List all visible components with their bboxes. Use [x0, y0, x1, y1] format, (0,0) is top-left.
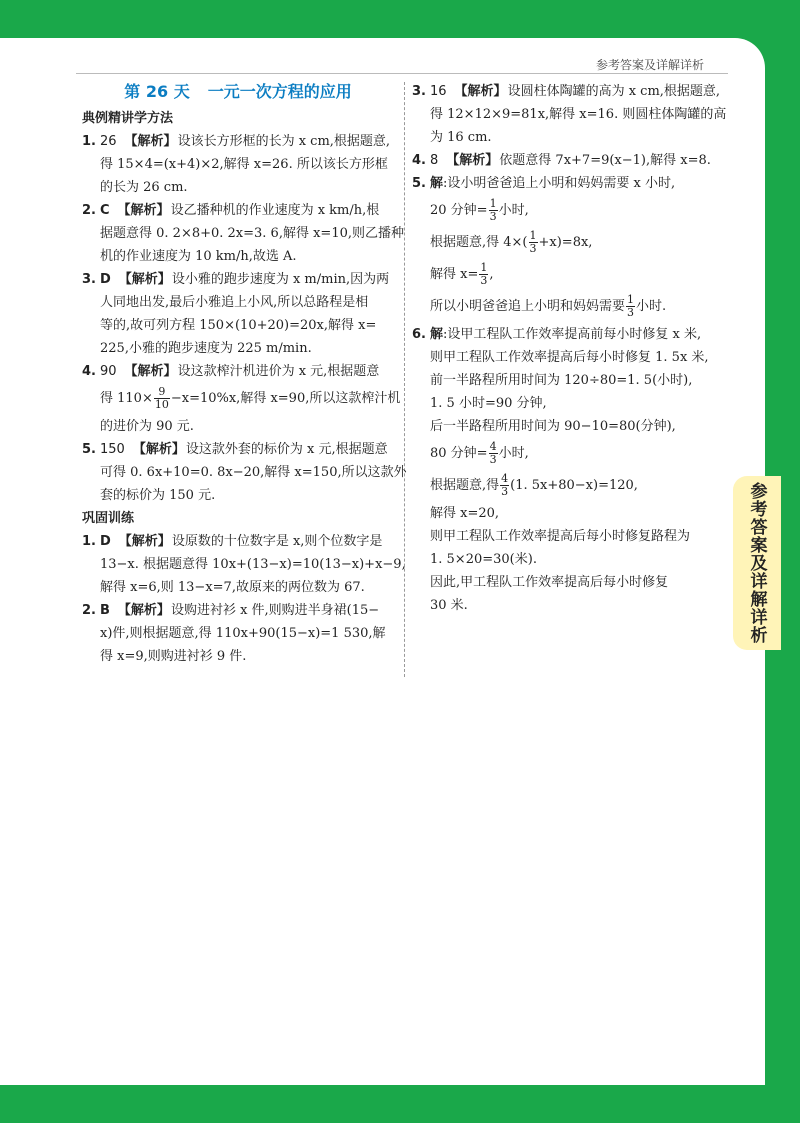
analysis-tag: 【解析】 [124, 134, 177, 149]
analysis-tag: 【解析】 [132, 442, 185, 457]
analysis-text: 可得 0. 6x+10=0. 8x−20,解得 x=150,所以这款外 [100, 465, 407, 480]
right-column [412, 80, 730, 617]
analysis-text: 设小雅的跑步速度为 x m/min,因为两 [171, 272, 390, 287]
analysis-text: 的长为 26 cm. [100, 180, 188, 195]
fraction-numerator: 1 [480, 261, 488, 274]
analysis-text: 据题意得 0. 2×8+0. 2x=3. 6,解得 x=10,则乙播种 [100, 226, 404, 241]
answer-value: 8 [430, 153, 439, 168]
answer-value: C [100, 203, 110, 218]
fraction-denominator: 10 [154, 398, 169, 411]
analysis-text: 得 x=9,则购进衬衫 9 件. [100, 649, 247, 664]
fraction [626, 294, 635, 319]
analysis-text: 设购进衬衫 x 件,则购进半身裙(15− [170, 603, 380, 618]
analysis-text: 套的标价为 150 元. [100, 488, 216, 503]
analysis-text: 13−x. 根据题意得 10x+(13−x)=10(13−x)+x−9, [100, 557, 406, 572]
analysis-text: 得 110× [100, 391, 153, 406]
solution-text: , [489, 267, 494, 282]
section-heading-examples: 典例精讲学方法 [82, 111, 174, 126]
solution-text: (1. 5x+80−x)=120, [510, 478, 638, 493]
answer-item-1 [82, 130, 394, 199]
solution-text: 20 分钟= [430, 203, 488, 218]
column-divider [404, 82, 405, 677]
fraction-denominator: 3 [627, 306, 635, 319]
answer-item-r6 [412, 323, 730, 617]
analysis-text: 设这款外套的标价为 x 元,根据题意 [185, 442, 388, 457]
item-number: 4. [82, 364, 96, 379]
fraction [489, 441, 498, 466]
item-number: 3. [82, 272, 96, 287]
analysis-text: 人同地出发,最后小雅追上小风,所以总路程是相 [100, 295, 369, 310]
answer-value: 解 [430, 176, 444, 191]
answer-item-r4 [412, 149, 730, 172]
side-tab-label: 参考答案及详解详析 [746, 482, 767, 644]
item-number: 1. [82, 134, 96, 149]
solution-text: 根据题意,得 4×( [430, 235, 528, 250]
solution-text: 30 米. [430, 598, 468, 613]
answer-value: B [100, 603, 110, 618]
solution-text: 解得 x= [430, 267, 479, 282]
solution-text: 小时. [636, 299, 667, 314]
day-topic: 一元一次方程的应用 [207, 82, 352, 101]
fraction [500, 473, 509, 498]
item-number: 1. [82, 534, 96, 549]
answer-item-5 [82, 438, 407, 507]
fraction-numerator: 1 [529, 229, 537, 242]
analysis-text: 得 15×4=(x+4)×2,解得 x=26. 所以该长方形框 [100, 157, 388, 172]
answer-value: 解 [430, 327, 444, 342]
side-tab[interactable] [733, 476, 781, 650]
analysis-tag: 【解析】 [454, 84, 507, 99]
solution-text: 80 分钟= [430, 446, 488, 461]
fraction-numerator: 1 [627, 293, 635, 306]
item-number: 2. [82, 603, 96, 618]
analysis-text: 的进价为 90 元. [100, 419, 194, 434]
fraction [489, 198, 498, 223]
analysis-text: 依题意得 7x+7=9(x−1),解得 x=8. [499, 153, 711, 168]
solution-text: 因此,甲工程队工作效率提高后每小时修复 [430, 575, 669, 590]
fraction-denominator: 3 [489, 210, 497, 223]
answer-item-4 [82, 360, 401, 438]
analysis-tag: 【解析】 [118, 534, 171, 549]
solution-text: +x)=8x, [538, 235, 593, 250]
section-heading-practice: 巩固训练 [82, 511, 135, 526]
analysis-text: 得 12×12×9=81x,解得 x=16. 则圆柱体陶罐的高 [430, 107, 727, 122]
answer-value: 90 [100, 364, 117, 379]
analysis-text: 解得 x=6,则 13−x=7,故原来的两位数为 67. [100, 580, 365, 595]
item-number: 5. [412, 176, 426, 191]
analysis-text: 等的,故可列方程 150×(10+20)=20x,解得 x= [100, 318, 377, 333]
answer-value: 26 [100, 134, 117, 149]
fraction [154, 386, 170, 411]
solution-text: 则甲工程队工作效率提高后每小时修复路程为 [430, 529, 691, 544]
analysis-text: 设原数的十位数字是 x,则个位数字是 [171, 534, 383, 549]
solution-text: :设甲工程队工作效率提高前每小时修复 x 米, [443, 327, 702, 342]
running-header: 参考答案及详解详析 [595, 58, 704, 72]
analysis-text: 设乙播种机的作业速度为 x km/h,根 [170, 203, 380, 218]
analysis-tag: 【解析】 [118, 272, 171, 287]
analysis-text: 机的作业速度为 10 km/h,故选 A. [100, 249, 297, 264]
analysis-text: 为 16 cm. [430, 130, 492, 145]
practice-item-1 [82, 530, 406, 599]
fraction-denominator: 3 [489, 453, 497, 466]
fraction-denominator: 3 [480, 274, 488, 287]
solution-text: 所以小明爸爸追上小明和妈妈需要 [430, 299, 626, 314]
solution-text: 1. 5×20=30(米). [430, 552, 537, 567]
analysis-tag: 【解析】 [117, 203, 170, 218]
item-number: 3. [412, 84, 426, 99]
analysis-tag: 【解析】 [117, 603, 170, 618]
analysis-text: 设圆柱体陶罐的高为 x cm,根据题意, [507, 84, 721, 99]
answer-item-r5 [412, 172, 730, 323]
day-number: 第 26 天 [124, 82, 190, 101]
analysis-tag: 【解析】 [124, 364, 177, 379]
item-number: 2. [82, 203, 96, 218]
answer-value: 150 [100, 442, 125, 457]
fraction-numerator: 4 [489, 440, 497, 453]
answer-item-3 [82, 268, 394, 360]
fraction-denominator: 3 [529, 242, 537, 255]
answer-item-2 [82, 199, 404, 268]
analysis-text: 设该长方形框的长为 x cm,根据题意, [177, 134, 391, 149]
solution-text: 后一半路程所用时间为 90−10=80(分钟), [430, 419, 676, 434]
fraction-denominator: 3 [501, 485, 509, 498]
analysis-text: −x=10%x,解得 x=90,所以这款榨汁机 [170, 391, 401, 406]
fraction-numerator: 9 [154, 386, 170, 399]
solution-text: :设小明爸爸追上小明和妈妈需要 x 小时, [443, 176, 676, 191]
solution-text: 1. 5 小时=90 分钟, [430, 396, 547, 411]
analysis-text: x)件,则根据题意,得 110x+90(15−x)=1 530,解 [100, 626, 386, 641]
answer-item-r3 [412, 80, 730, 149]
analysis-tag: 【解析】 [446, 153, 499, 168]
analysis-text: 设这款榨汁机进价为 x 元,根据题意 [177, 364, 380, 379]
solution-text: 小时, [498, 446, 529, 461]
solution-text: 小时, [498, 203, 529, 218]
solution-text: 解得 x=20, [430, 506, 500, 521]
practice-item-2 [82, 599, 394, 668]
fraction [479, 262, 488, 287]
answer-value: D [100, 272, 111, 287]
header-rule [76, 73, 728, 74]
analysis-text: 225,小雅的跑步速度为 225 m/min. [100, 341, 312, 356]
solution-text: 根据题意,得 [430, 478, 500, 493]
fraction [529, 230, 538, 255]
fraction-numerator: 1 [489, 197, 497, 210]
fraction-numerator: 4 [501, 472, 509, 485]
solution-text: 则甲工程队工作效率提高后每小时修复 1. 5x 米, [430, 350, 709, 365]
day-title [82, 80, 394, 104]
answer-value: 16 [430, 84, 447, 99]
item-number: 6. [412, 327, 426, 342]
item-number: 5. [82, 442, 96, 457]
answer-value: D [100, 534, 111, 549]
solution-text: 前一半路程所用时间为 120÷80=1. 5(小时), [430, 373, 693, 388]
item-number: 4. [412, 153, 426, 168]
left-column [82, 80, 407, 668]
